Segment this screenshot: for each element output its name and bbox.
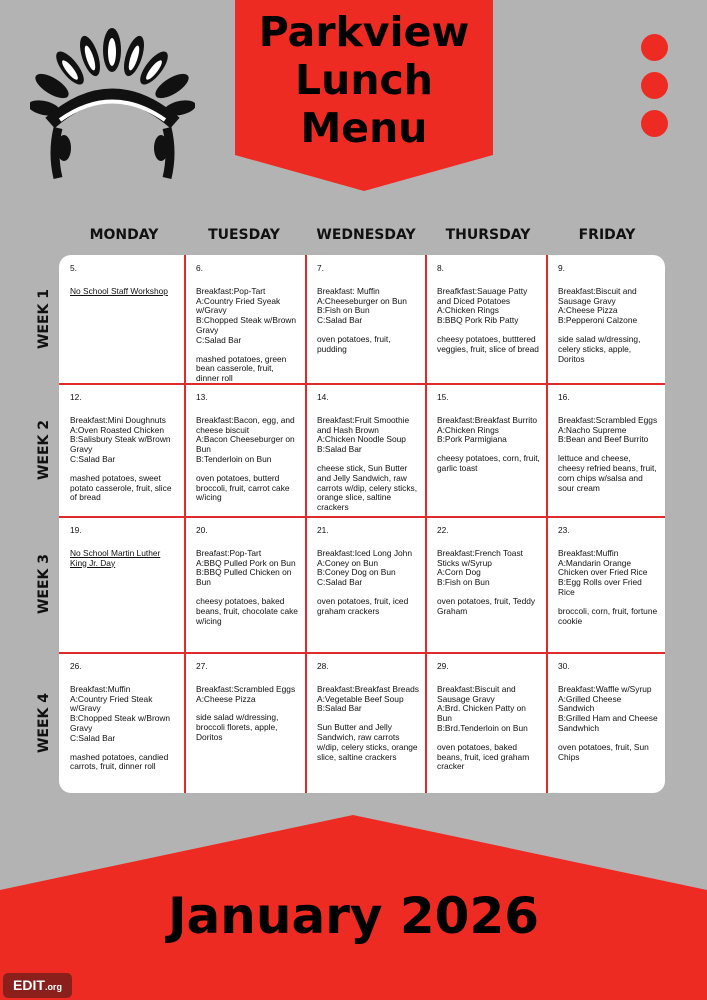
day-cell — [306, 517, 425, 652]
menu-line: C:Salad Bar — [196, 334, 242, 345]
day-header-wednesday: WEDNESDAY — [316, 227, 416, 243]
menu-line: B:Fish on Bun — [317, 305, 370, 316]
day-header-monday: MONDAY — [89, 227, 159, 243]
day-number: 26. — [70, 661, 82, 671]
menu-line: B:Brd.Tenderloin on Bun — [437, 722, 528, 733]
menu-line: A:Chicken Rings — [437, 424, 499, 435]
day-number: 27. — [196, 661, 208, 671]
title-line: Parkview — [258, 8, 470, 56]
menu-line: side salad w/dressing, celery sticks, apple, Doritos — [558, 333, 641, 364]
day-number: 23. — [558, 525, 570, 535]
menu-line: B:Chopped Steak w/Brown Gravy — [70, 713, 171, 733]
menu-line: B:Chopped Steak w/Brown Gravy — [196, 315, 297, 335]
menu-line: A:BBQ Pulled Pork on Bun — [196, 557, 296, 568]
menu-line: Breakfast:French Toast Sticks w/Syrup — [437, 547, 523, 568]
menu-line: cheesy potatoes, baked beans, fruit, chocolate cake w/icing — [196, 595, 298, 626]
menu-line: C:Salad Bar — [317, 315, 363, 326]
menu-line: Breakfast: Muffin — [317, 285, 380, 296]
menu-line: B:Fish on Bun — [437, 577, 490, 588]
day-number: 28. — [317, 661, 329, 671]
menu-line: A:Country Fried Syeak w/Gravy — [196, 295, 281, 316]
day-cell — [185, 653, 305, 793]
menu-line: Breakfast:Biscuit and Sausage Gravy — [437, 683, 516, 704]
menu-line: oven potatoes, fruit, Sun Chips — [558, 741, 649, 762]
menu-line: B:Bean and Beef Burrito — [558, 434, 649, 445]
day-cell — [185, 255, 305, 383]
menu-line: B:Coney Dog on Bun — [317, 567, 396, 578]
menu-line: cheese stick, Sun Butter and Jelly Sandwich, raw carrots w/dip, celery sticks, orange slice, saltine crackers — [317, 462, 418, 513]
day-header-thursday: THURSDAY — [445, 227, 531, 243]
day-number: 14. — [317, 392, 329, 402]
menu-line: broccoli, corn, fruit, fortune cookie — [558, 605, 658, 626]
menu-line: Sun Butter and Jelly Sandwich, raw carrots w/dip, celery sticks, orange slice, saltine crackers — [317, 722, 418, 762]
menu-line: side salad w/dressing, broccoli florets, apple, Doritos — [196, 712, 279, 742]
menu-line: cheesy potatoes, butttered veggies, fruit, slice of bread — [437, 333, 539, 354]
title-line: Lunch — [295, 56, 433, 104]
dot — [641, 34, 668, 61]
day-number: 19. — [70, 525, 82, 535]
menu-line: Breakfast:Breakfast Breads — [317, 683, 419, 694]
day-cell — [59, 517, 184, 652]
menu-line: C:Salad Bar — [70, 453, 116, 464]
menu-line: B:BBQ Pulled Chicken on Bun — [196, 567, 292, 588]
dot — [641, 72, 668, 99]
menu-line: A:Bacon Cheeseburger on Bun — [196, 434, 295, 455]
menu-line: Breakfast:Iced Long John — [317, 547, 412, 558]
menu-line: Breakfast:Muffin — [70, 683, 131, 694]
headdress-icon — [30, 28, 195, 183]
day-number: 15. — [437, 392, 449, 402]
day-number: 30. — [558, 661, 570, 671]
no-school-notice: No School Martin Luther King Jr. Day — [70, 547, 161, 568]
menu-line: lettuce and cheese, cheesy refried beans, fruit, corn chips w/salsa and sour cream — [558, 453, 657, 493]
menu-line: B:Tenderloin on Bun — [196, 453, 272, 464]
day-cell — [59, 384, 184, 516]
day-number: 8. — [437, 263, 444, 273]
menu-line: Breakfast:Muffin — [558, 547, 619, 558]
day-cell — [547, 255, 665, 383]
menu-line: A:Corn Dog — [437, 567, 481, 578]
day-number: 21. — [317, 525, 329, 535]
day-cell — [306, 384, 425, 516]
menu-line: A:Oven Roasted Chicken — [70, 424, 165, 435]
menu-line: A:Vegetable Beef Soup — [317, 693, 404, 704]
day-cell — [547, 384, 665, 516]
menu-line: oven potatoes, fruit, iced graham crackers — [317, 595, 409, 616]
dot — [641, 110, 668, 137]
menu-line: Breakfast:Breakfast Burrito — [437, 414, 538, 425]
menu-line: oven potatoes, butterd broccoli, fruit, carrot cake w/icing — [196, 472, 290, 503]
day-number: 7. — [317, 263, 324, 273]
menu-line: C:Salad Bar — [70, 732, 116, 743]
menu-line: Breakfast:Biscuit and Sausage Gravy — [558, 285, 637, 306]
menu-line: A:Cheese Pizza — [558, 305, 618, 316]
week-label-1: WEEK 1 — [36, 288, 53, 350]
day-cell — [547, 517, 665, 652]
day-cell — [59, 255, 184, 383]
menu-line: Breakfast:Scrambled Eggs — [558, 414, 658, 425]
menu-line: A:Brd. Chicken Patty on Bun — [437, 703, 526, 724]
day-number: 29. — [437, 661, 449, 671]
menu-line: B:Salad Bar — [317, 703, 362, 714]
day-cell — [306, 653, 425, 793]
decorative-dots — [641, 34, 671, 148]
week-label-4: WEEK 4 — [36, 692, 53, 753]
menu-line: oven potatoes, fruit, Teddy Graham — [437, 595, 536, 616]
menu-line: B:Egg Rolls over Fried Rice — [558, 577, 642, 597]
day-number: 16. — [558, 392, 570, 402]
menu-line: B:Pepperoni Calzone — [558, 315, 638, 326]
menu-line: C:Salad Bar — [317, 577, 363, 588]
month-title: January 2026 — [167, 887, 540, 945]
menu-line: A:Grilled Cheese Sandwich — [558, 693, 622, 714]
menu-line: mashed potatoes, green bean casserole, fruit, dinner roll — [196, 353, 287, 384]
day-number: 12. — [70, 392, 82, 402]
day-cell — [426, 517, 546, 652]
day-number: 5. — [70, 263, 77, 273]
week-label-3: WEEK 3 — [36, 553, 53, 615]
menu-line: B:Pork Parmigiana — [437, 434, 507, 445]
day-header-friday: FRIDAY — [578, 227, 636, 243]
day-cell — [426, 384, 546, 516]
menu-line: A:Nacho Supreme — [558, 424, 627, 435]
day-cell — [306, 255, 425, 383]
week-label-2: WEEK 2 — [36, 419, 53, 480]
menu-line: Breakfast:Mini Doughnuts — [70, 414, 166, 425]
day-header-tuesday: TUESDAY — [208, 227, 280, 243]
menu-line: Breafast:Pop-Tart — [196, 547, 262, 558]
menu-line: Breakfast:Pop-Tart — [196, 285, 266, 296]
menu-line: B:Salisbury Steak w/Brown Gravy — [70, 434, 171, 455]
menu-line: oven potatoes, fruit, pudding — [317, 333, 391, 354]
menu-line: Breafkfast:Sauage Patty and Diced Potatoes — [437, 285, 528, 306]
day-cell — [59, 653, 184, 793]
menu-line: Breakfast:Fruit Smoothie and Hash Brown — [317, 414, 410, 435]
menu-line: A:Cheeseburger on Bun — [317, 295, 407, 306]
day-number: 6. — [196, 263, 203, 273]
day-cell — [426, 255, 546, 383]
menu-line: A:Cheese Pizza — [196, 693, 256, 704]
menu-line: A:Coney on Bun — [317, 557, 378, 568]
day-cell — [547, 653, 665, 793]
day-number: 9. — [558, 263, 565, 273]
menu-line: A:Chicken Rings — [437, 305, 499, 316]
menu-line: Breakfast:Bacon, egg, and cheese biscuit — [196, 414, 295, 435]
menu-line: oven potatoes, baked beans, fruit, iced graham cracker — [437, 741, 530, 772]
edit-org-logo: EDIT.org — [3, 973, 72, 998]
menu-line: cheesy potatoes, corn, fruit, garlic toast — [437, 453, 540, 473]
menu-line: B:Grilled Ham and Cheese Sandwhich — [558, 713, 658, 733]
menu-line: B:Salad Bar — [317, 444, 362, 455]
menu-line: A:Chicken Noodle Soup — [317, 434, 406, 445]
menu-line: B:BBQ Pork Rib Patty — [437, 315, 519, 326]
day-number: 20. — [196, 525, 208, 535]
menu-calendar — [59, 255, 665, 793]
menu-line: Breakfast:Waffle w/Syrup — [558, 683, 652, 694]
day-number: 22. — [437, 525, 449, 535]
day-cell — [185, 384, 305, 516]
menu-line: mashed potatoes, candied carrots, fruit, dinner roll — [70, 751, 169, 772]
menu-line: A:Country Fried Steak w/Gravy — [70, 693, 153, 714]
menu-line: A:Mandarin Orange Chicken over Fried Rice — [558, 557, 648, 578]
title-line: Menu — [300, 104, 428, 152]
day-number: 13. — [196, 392, 208, 402]
day-cell — [185, 517, 305, 652]
menu-line: mashed potatoes, sweet potato casserole, fruit, slice of bread — [70, 472, 172, 503]
page-title — [235, 8, 493, 152]
day-cell — [426, 653, 546, 793]
menu-line: Breakfast:Scrambled Eggs — [196, 683, 296, 694]
no-school-notice: No School Staff Workshop — [70, 285, 168, 296]
